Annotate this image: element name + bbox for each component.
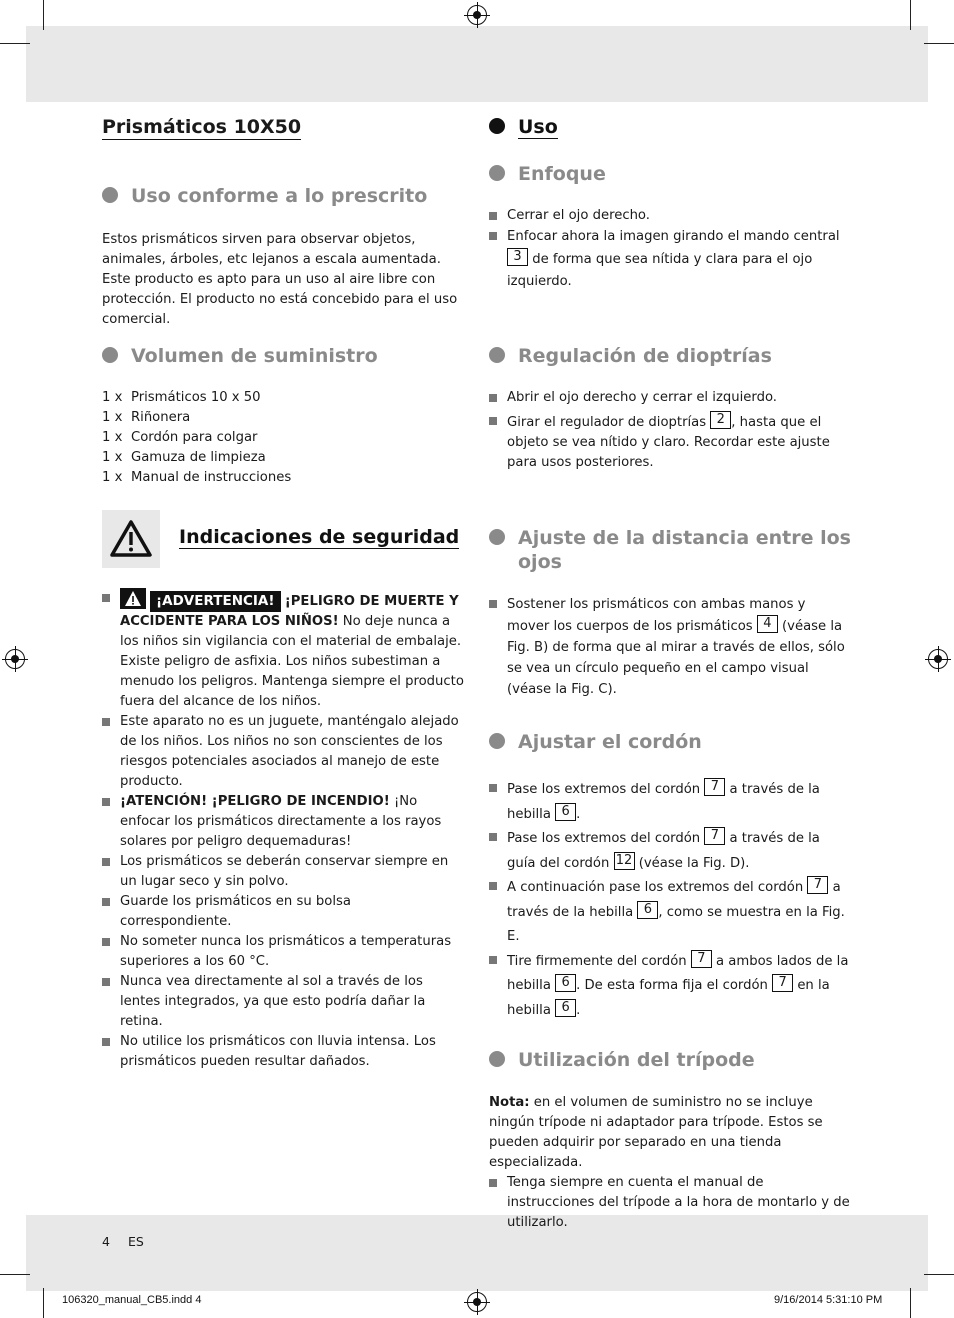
crop-mark: [910, 1288, 911, 1318]
item-text: Enfocar ahora la imagen girando el mando central: [507, 229, 840, 244]
section-heading-focus: [489, 162, 606, 186]
part-reference: 7: [704, 827, 725, 845]
section-heading-tripod: [489, 1048, 755, 1072]
item-text: de forma que sea nítida y clara para el ojo izquierdo.: [507, 252, 813, 289]
bullet-dot-icon: [102, 187, 118, 203]
crop-mark: [924, 43, 954, 44]
bullet-dot-icon: [489, 529, 505, 545]
supply-item-label: Gamuza de limpieza: [131, 450, 266, 465]
registration-mark-icon: [5, 649, 25, 669]
item-text: Pase los extremos del cordón: [507, 831, 705, 846]
page-number: 4: [102, 1234, 110, 1249]
section-heading-supply: [102, 344, 378, 368]
bullet-dot-icon: [489, 165, 505, 181]
warning-triangle-icon: [102, 510, 160, 568]
item-text: No utilice los prismáticos con lluvia intensa. Los prismáticos pueden resultar dañados.: [120, 1034, 436, 1069]
supply-item-label: Prismáticos 10 x 50: [131, 390, 261, 405]
item-text: Guarde los prismáticos en su bolsa correspondiente.: [120, 894, 351, 929]
heading-text: Regulación de dioptrías: [518, 345, 772, 367]
part-reference: 6: [555, 999, 576, 1017]
part-reference: 6: [637, 901, 658, 919]
print-date-info: 9/16/2014 5:31:10 PM: [774, 1294, 883, 1306]
part-reference: 7: [691, 950, 712, 968]
warning-small-icon: [120, 588, 146, 609]
supply-item: [102, 448, 402, 468]
list-item: [102, 972, 464, 1032]
list-item: [102, 588, 464, 712]
note-paragraph: [489, 1093, 851, 1173]
list-item: [102, 892, 464, 932]
list-item: [489, 226, 851, 293]
print-file-info: 106320_manual_CB5.indd 4: [62, 1294, 202, 1306]
heading-text: Enfoque: [518, 163, 606, 185]
note-text: en el volumen de suministro no se incluye ningún trípode ni adaptador para trípode. Estos se pueden adquirir por separado en una tienda especializada.: [489, 1095, 823, 1170]
item-text: Girar el regulador de dioptrías: [507, 415, 711, 430]
crop-mark: [0, 1274, 30, 1275]
item-text: ¡No enfocar los prismáticos directamente a los rayos solares por peligro dequemaduras!: [120, 794, 442, 849]
supply-item: [102, 408, 402, 428]
item-text: No someter nunca los prismáticos a temperaturas superiores a los 60 °C.: [120, 934, 452, 969]
supply-item-label: Manual de instrucciones: [131, 470, 292, 485]
list-item: [489, 778, 851, 827]
heading-text: Utilización del trípode: [518, 1049, 755, 1071]
heading-text: Volumen de suministro: [131, 345, 378, 367]
heading-text: Ajustar el cordón: [518, 731, 702, 753]
warning-label: ¡ADVERTENCIA!: [150, 591, 281, 612]
section-heading-eye-distance: [489, 526, 851, 574]
bullet-dot-icon: [102, 347, 118, 363]
crop-mark: [910, 0, 911, 30]
header-band: [26, 26, 928, 102]
supply-list: [102, 388, 402, 488]
supply-item: [102, 388, 402, 408]
section-heading-cord: [489, 730, 702, 754]
item-text: Nunca vea directamente al sol a través de los lentes integrados, ya que esto podría dañar la retina.: [120, 974, 426, 1029]
crop-mark: [43, 0, 44, 30]
section-heading-intended-use: [102, 184, 427, 208]
section-heading-safety: [179, 526, 459, 548]
item-text: . De esta forma fija el cordón: [576, 978, 773, 993]
page-footer: [102, 1232, 144, 1252]
list-item: [102, 932, 464, 972]
supply-qty: 1 x: [102, 430, 123, 445]
item-text: A continuación pase los extremos del cordón: [507, 880, 808, 895]
crop-mark: [43, 1288, 44, 1318]
list-item: [489, 827, 851, 876]
item-text: Este aparato no es un juguete, manténgalo alejado de los niños. Los niños no son conscientes de los riesgos potenciales asociados al manejo de este producto.: [120, 714, 459, 789]
document-title: Prismáticos 10X50: [102, 116, 302, 138]
language-code: ES: [127, 1234, 144, 1249]
list-item: [102, 852, 464, 892]
part-reference: 7: [807, 876, 828, 894]
supply-item: [102, 468, 402, 488]
list-item: [489, 876, 851, 950]
crop-mark: [924, 1274, 954, 1275]
list-item: [489, 594, 851, 700]
heading-text: Uso conforme a lo prescrito: [131, 185, 428, 207]
eye-distance-list: [489, 594, 851, 700]
safety-list: [102, 588, 464, 1072]
list-item: [489, 388, 851, 408]
item-text: Pase los extremos del cordón: [507, 782, 705, 797]
part-reference: 2: [710, 411, 731, 429]
supply-qty: 1 x: [102, 410, 123, 425]
bullet-dot-icon: [489, 1051, 505, 1067]
supply-item: [102, 428, 402, 448]
supply-item-label: Riñonera: [131, 410, 191, 425]
cord-list: [489, 778, 851, 1023]
list-item: [102, 1032, 464, 1072]
warning-text: No deje nunca a los niños sin vigilancia con el material de embalaje. Existe peligro de asfixia. Los niños subestiman a menudo los peligros. Mantenga siempre el producto fuera del alcance de los niños.: [120, 614, 464, 709]
item-bold-text: ¡ATENCIÓN! ¡PELIGRO DE INCENDIO!: [120, 794, 390, 809]
warning-bold-text: ¡PELIGRO DE MUERTE Y ACCIDENTE PARA LOS NIÑOS!: [120, 594, 459, 629]
note-label: Nota:: [489, 1095, 530, 1110]
part-reference: 12: [614, 852, 635, 870]
item-text: a través de la hebilla: [507, 880, 841, 920]
section-heading-diopter: [489, 344, 772, 368]
heading-text: Uso: [518, 116, 558, 138]
registration-mark-icon: [467, 5, 487, 25]
item-text: .: [576, 806, 581, 822]
part-reference: 7: [772, 974, 793, 992]
part-reference: 6: [555, 974, 576, 992]
part-reference: 3: [507, 248, 528, 266]
list-item: [489, 950, 851, 1024]
section-heading-use: [489, 116, 558, 138]
part-reference: 4: [757, 615, 778, 633]
item-text: , hasta que el objeto se vea nítido y claro. Recordar este ajuste para usos posteriores.: [507, 415, 830, 470]
item-text: Tire firmemente del cordón: [507, 953, 691, 969]
list-item: [102, 792, 464, 852]
registration-mark-icon: [928, 649, 948, 669]
item-text: Sostener los prismáticos con ambas manos y mover los cuerpos de los prismáticos: [507, 597, 806, 634]
item-text: (véase la Fig. D).: [634, 855, 750, 871]
supply-qty: 1 x: [102, 470, 123, 485]
item-text: Tenga siempre en cuenta el manual de instrucciones del trípode a la hora de montarlo y de utilizarlo.: [507, 1175, 850, 1230]
part-reference: 6: [555, 803, 576, 821]
bullet-dot-icon: [489, 118, 505, 134]
item-text: (véase la Fig. B) de forma que al mirar a través de ellos, sólo se vea un círculo pequeño en el campo visual (véase la Fig. C).: [507, 619, 845, 697]
item-text: Cerrar el ojo derecho.: [507, 208, 650, 223]
intended-use-text: Estos prismáticos sirven para observar objetos, animales, árboles, etc lejanos a escala aumentada. Este producto es apto para un uso al aire libre con protección. El producto no está concebido para el uso comercial.: [102, 232, 458, 327]
list-item: [102, 712, 464, 792]
item-text: Abrir el ojo derecho y cerrar el izquierdo.: [507, 390, 777, 405]
heading-text: Indicaciones de seguridad: [179, 526, 460, 548]
item-text: a través de la guía del cordón: [507, 831, 820, 871]
focus-list: [489, 206, 851, 293]
part-reference: 7: [704, 778, 725, 796]
list-item: [489, 206, 851, 226]
supply-qty: 1 x: [102, 390, 123, 405]
tripod-section: [489, 1093, 851, 1233]
list-item: [489, 411, 851, 473]
bullet-dot-icon: [489, 733, 505, 749]
item-text: a través de la hebilla: [507, 782, 820, 822]
supply-item-label: Cordón para colgar: [131, 430, 258, 445]
list-item: [489, 1173, 851, 1233]
bullet-dot-icon: [489, 347, 505, 363]
heading-text: Ajuste de la distancia entre los: [518, 527, 851, 549]
item-text: a ambos lados de la hebilla: [507, 953, 849, 993]
crop-mark: [0, 43, 30, 44]
item-text: .: [576, 1002, 581, 1018]
item-text: Los prismáticos se deberán conservar siempre en un lugar seco y sin polvo.: [120, 854, 449, 889]
supply-qty: 1 x: [102, 450, 123, 465]
item-text: , como se muestra en la Fig. E.: [507, 904, 845, 944]
registration-mark-icon: [467, 1292, 487, 1312]
item-text: en la hebilla: [507, 978, 830, 1018]
diopter-list: [489, 388, 851, 473]
heading-text: ojos: [518, 551, 562, 573]
